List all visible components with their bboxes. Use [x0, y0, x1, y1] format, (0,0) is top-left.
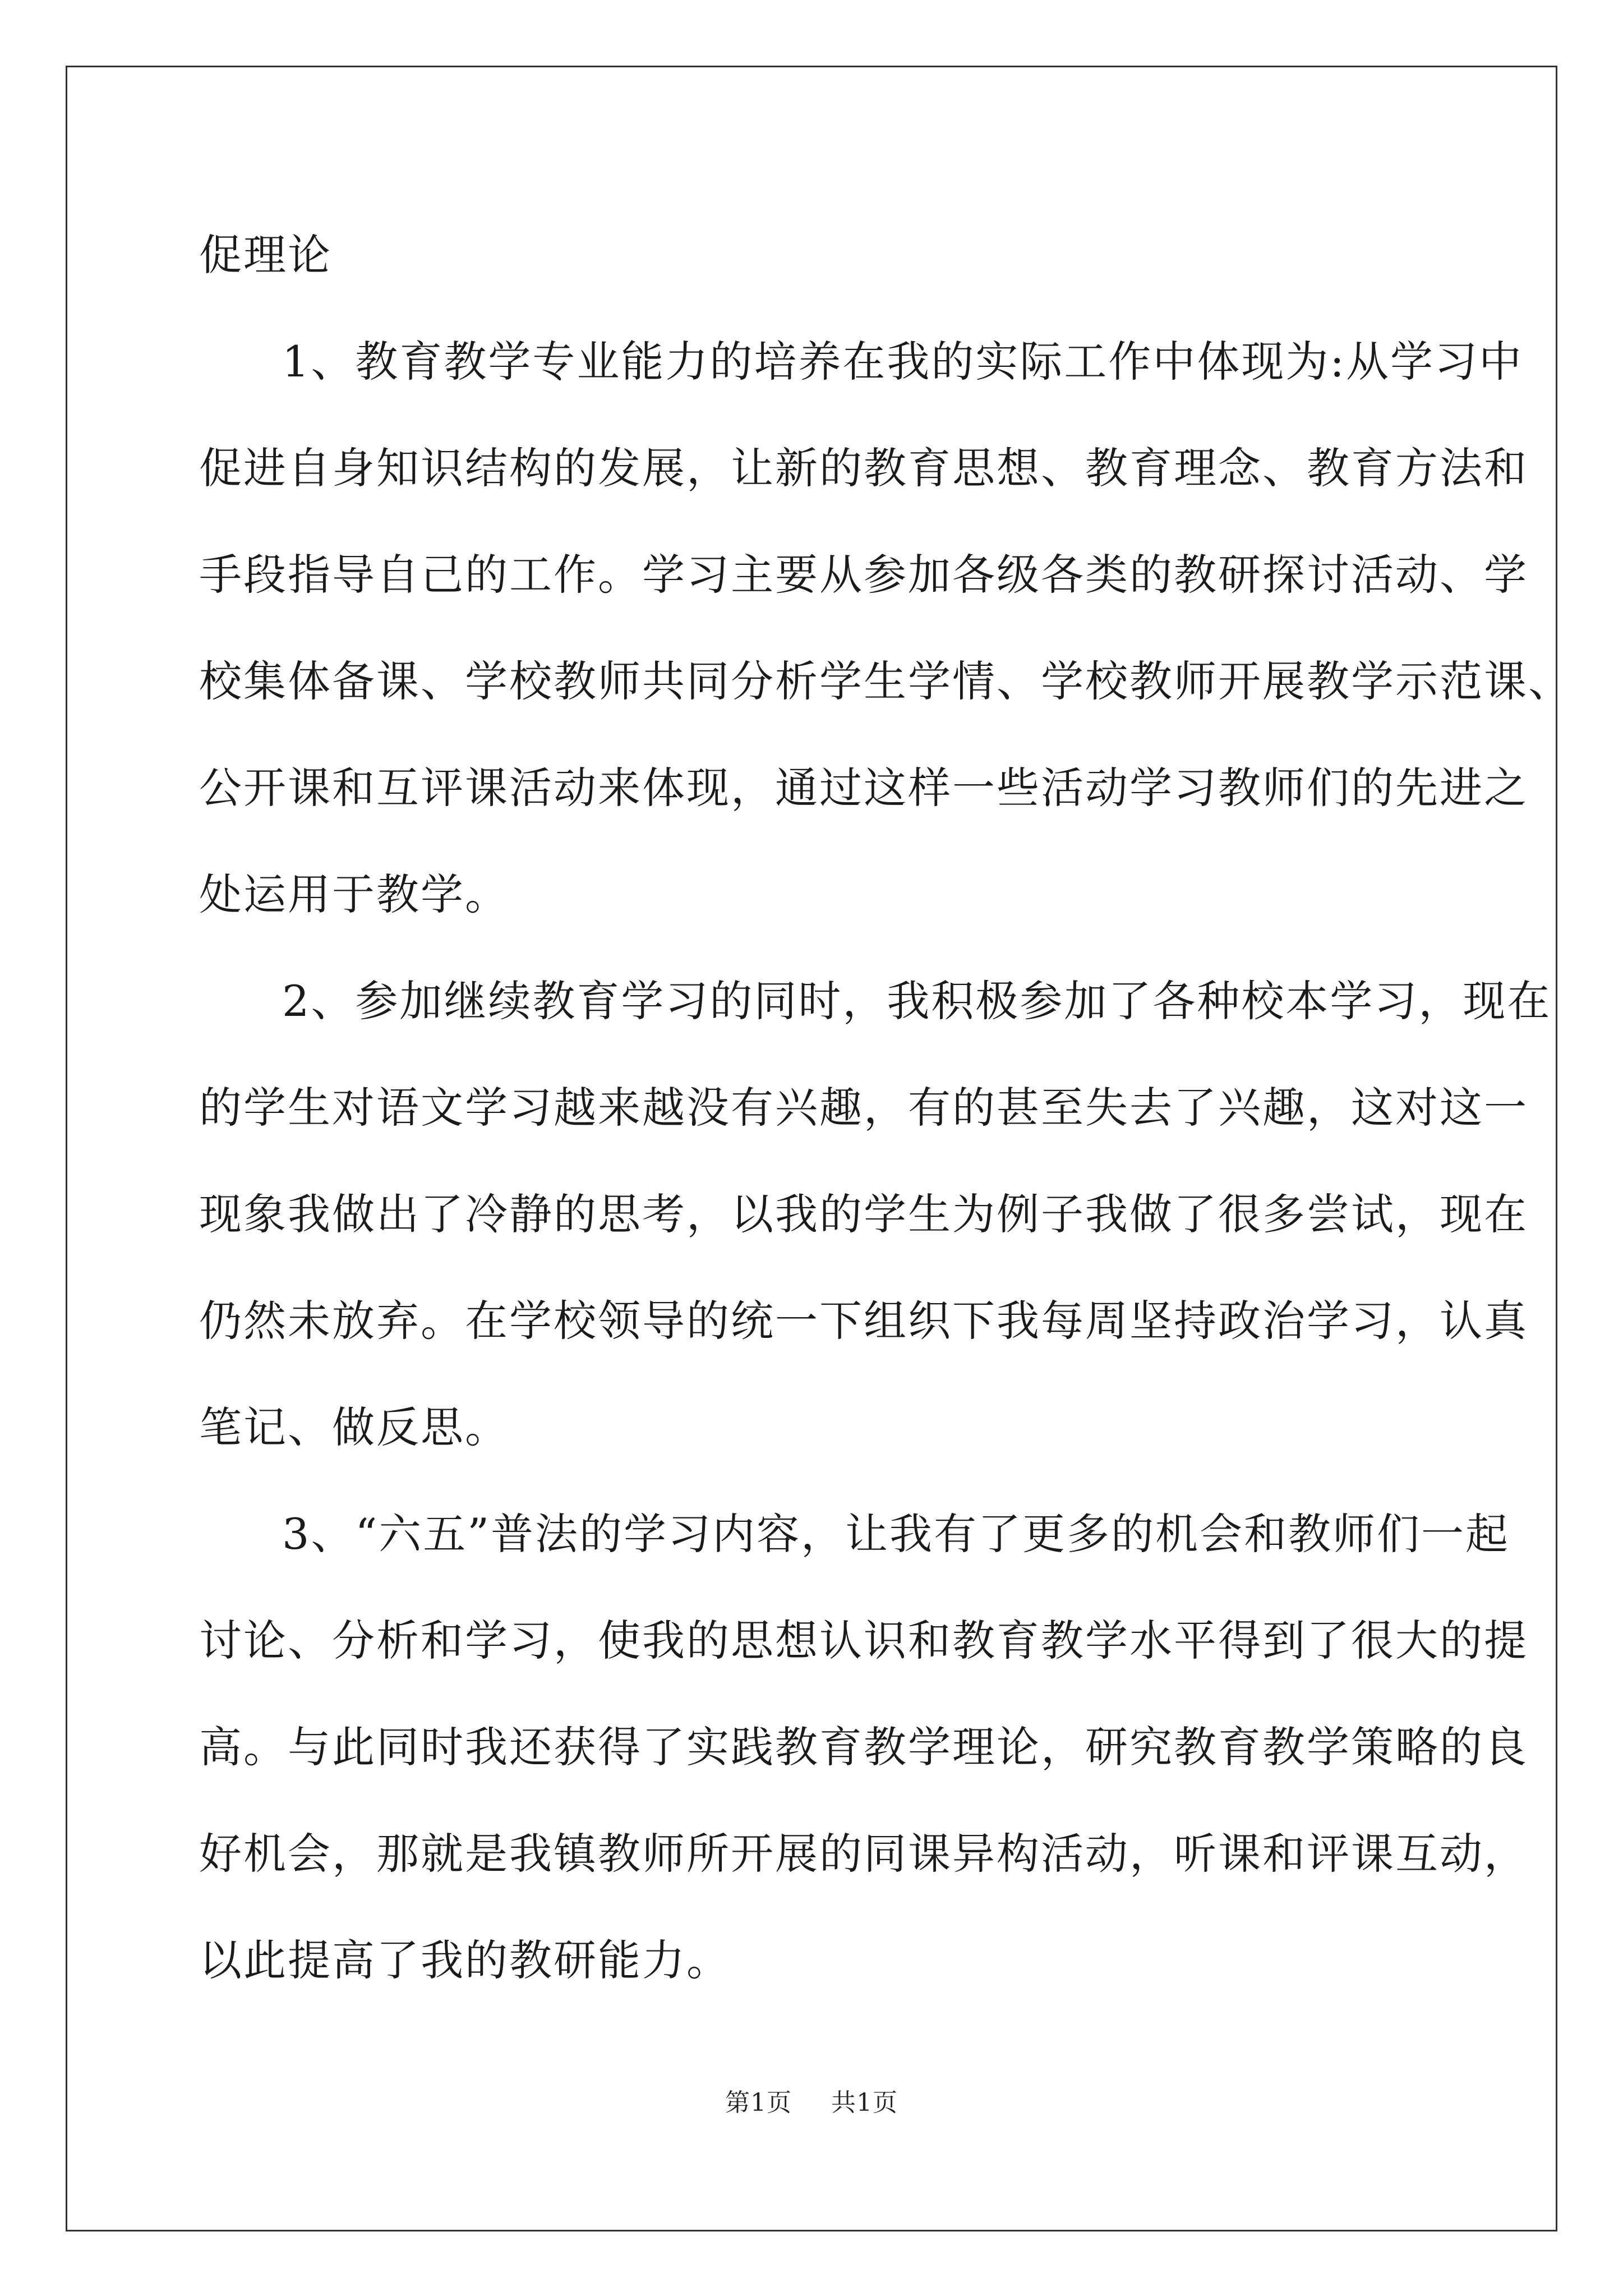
paragraph-line: 讨论、分析和学习，使我的思想认识和教育教学水平得到了很大的提: [199, 1616, 1528, 1665]
paragraph-line: 3、“六五”普法的学习内容，让我有了更多的机会和教师们一起: [282, 1509, 1510, 1559]
page-total: 共1页: [831, 2088, 898, 2117]
paragraph-line: 校集体备课、学校教师共同分析学生学情、学校教师开展教学示范课、: [199, 656, 1573, 706]
paragraph-1: [199, 309, 1573, 948]
paragraph-line: 笔记、做反思。: [199, 1402, 509, 1452]
paragraph-line: 公开课和互评课活动来体现，通过这样一些活动学习教师们的先进之: [199, 763, 1528, 813]
paragraph-line: 的学生对语文学习越来越没有兴趣，有的甚至失去了兴趣，这对这一: [199, 1083, 1528, 1133]
paragraph-line: 手段指导自己的工作。学习主要从参加各级各类的教研探讨活动、学: [199, 550, 1528, 600]
document-heading: 促理论: [199, 230, 332, 280]
paragraph-line: 以此提高了我的教研能力。: [199, 1935, 731, 1985]
paragraph-line: 高。与此同时我还获得了实践教育教学理论，研究教育教学策略的良: [199, 1722, 1528, 1772]
paragraph-line: 1、教育教学专业能力的培养在我的实际工作中体现为:从学习中: [282, 337, 1523, 386]
paragraph-line: 处运用于教学。: [199, 869, 509, 919]
paragraph-line: 好机会，那就是我镇教师所开展的同课异构活动，听课和评课互动，: [199, 1829, 1528, 1879]
paragraph-line: 现象我做出了冷静的思考，以我的学生为例子我做了很多尝试，现在: [199, 1189, 1528, 1239]
paragraph-line: 促进自身知识结构的发展，让新的教育思想、教育理念、教育方法和: [199, 443, 1528, 493]
document-body: [199, 202, 1573, 2014]
paragraph-line: 2、参加继续教育学习的同时，我积极参加了各种校本学习，现在: [282, 976, 1552, 1026]
paragraph-line: 仍然未放弃。在学校领导的统一下组织下我每周坚持政治学习，认真: [199, 1296, 1528, 1346]
paragraph-2: [199, 948, 1552, 1481]
page-footer: [0, 2082, 1623, 2118]
paragraph-3: [199, 1481, 1528, 2014]
page-number: 第1页: [725, 2088, 792, 2117]
